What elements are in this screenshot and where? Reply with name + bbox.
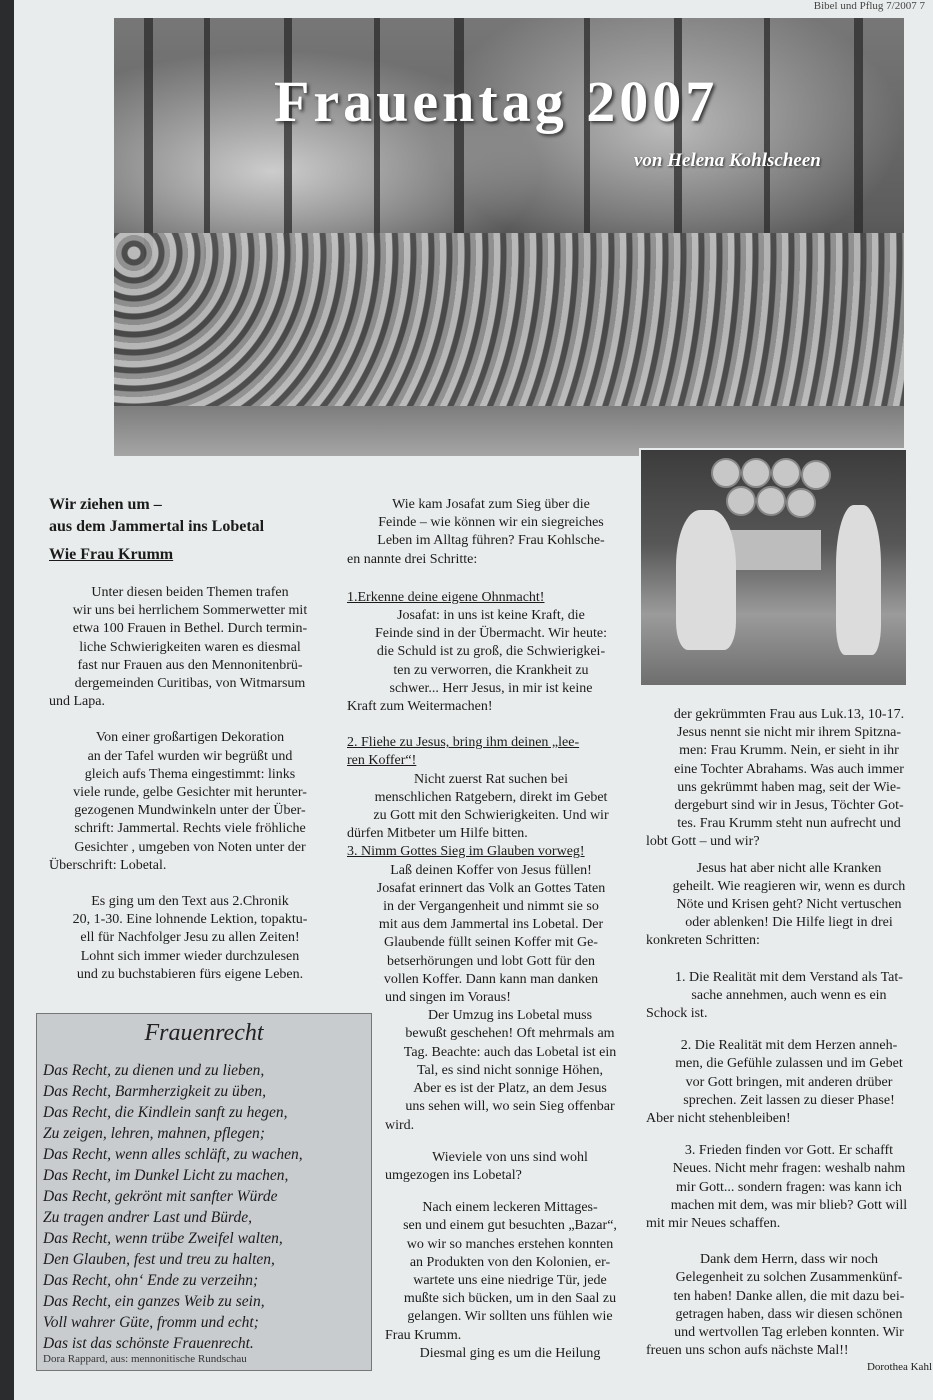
column-1 bbox=[49, 494, 331, 984]
text-line: wartete uns eine niedrige Tür, jede bbox=[413, 1272, 607, 1288]
step-1-title: 1.Erkenne deine eigene Ohnmacht! bbox=[347, 589, 545, 605]
text-line: liche Schwierigkeiten waren es diesmal bbox=[79, 639, 301, 655]
text-line: 20, 1-30. Eine lohnende Lektion, topaktu- bbox=[72, 912, 308, 928]
text-line: und singen im Voraus! bbox=[385, 990, 511, 1006]
poem-line: Das Recht, Barmherzigkeit zu üben, bbox=[43, 1083, 266, 1100]
column-3 bbox=[646, 706, 932, 1374]
text-line: betserhörungen und lobt Gott für den bbox=[386, 953, 595, 969]
text-line: viele runde, gelbe Gesichter mit herunter- bbox=[73, 785, 307, 801]
text-line: Tal, es sind nicht sonnige Höhen, bbox=[416, 1062, 604, 1078]
text-line: mit mir Neues schaffen. bbox=[646, 1216, 781, 1232]
text-line: Aber nicht stehenbleiben! bbox=[646, 1111, 791, 1127]
text-line: en nannte drei Schritte: bbox=[347, 551, 478, 567]
text-line: menschlichen Ratgebern, direkt im Gebet bbox=[374, 789, 608, 805]
text-line: ell für Nachfolger Jesu zu allen Zeiten! bbox=[80, 930, 300, 946]
step-2-title: 2. Fliehe zu Jesus, bring ihm deinen „lee- bbox=[347, 735, 580, 751]
text-line: umgezogen ins Lobetal? bbox=[385, 1167, 522, 1183]
poem-line: Zu zeigen, lehren, mahnen, pflegen; bbox=[43, 1125, 265, 1142]
text-line: Dank dem Herrn, dass wir noch bbox=[699, 1252, 879, 1268]
group-photo bbox=[114, 18, 904, 456]
text-line: men: Frau Krumm. Nein, er sieht in ihr bbox=[679, 743, 899, 759]
text-line: gleich aufs Thema eingestimmt: links bbox=[84, 766, 296, 782]
poem-line: Das Recht, ein ganzes Weib zu sein, bbox=[43, 1293, 265, 1310]
text-line: vollen Koffer. Dann kann man danken bbox=[383, 971, 599, 987]
running-header: Bibel und Pflug 7/2007 7 bbox=[813, 0, 925, 12]
text-line: wird. bbox=[385, 1117, 415, 1133]
text-line: Lohnt sich immer wieder durchzulesen bbox=[80, 948, 300, 964]
text-line: Kraft zum Weitermachen! bbox=[347, 699, 493, 715]
text-line: Leben im Alltag führen? Frau Kohlsche- bbox=[377, 533, 605, 549]
text-line: getragen haben, dass wir diesen schönen bbox=[675, 1306, 903, 1322]
text-line: dürfen Mitbeter um Hilfe bitten. bbox=[347, 826, 528, 842]
text-line: Feinde sind in der Übermacht. Wir heute: bbox=[374, 626, 608, 642]
text-line: Wieviele von uns sind wohl bbox=[432, 1149, 588, 1165]
magazine-page bbox=[14, 0, 933, 1400]
text-line: machen mit dem, was mir blieb? Gott will bbox=[670, 1197, 908, 1213]
text-line: Jesus nennt sie nicht mir ihrem Spitzna- bbox=[677, 725, 901, 741]
text-line: Laß deinen Koffer von Jesus füllen! bbox=[390, 862, 592, 878]
text-line: Gesichter , umgeben von Noten unter der bbox=[74, 839, 306, 855]
text-line: eine Tochter Abrahams. Was auch immer bbox=[674, 761, 904, 777]
photo-author: von Helena Kohlscheen bbox=[634, 150, 821, 171]
poem-line: Das ist das schönste Frauenrecht. bbox=[43, 1335, 254, 1352]
photo-title: Frauentag 2007 bbox=[274, 69, 719, 134]
text-line: Überschrift: Lobetal. bbox=[49, 857, 167, 873]
poem-credit: Dora Rappard, aus: mennonitische Rundschau bbox=[43, 1353, 247, 1365]
text-line: dergeburt sind wir in Jesus, Töchter Got- bbox=[674, 798, 904, 814]
heading-line-1: Wir ziehen um – bbox=[49, 496, 162, 513]
text-line: Josafat: in uns ist keine Kraft, die bbox=[397, 608, 585, 624]
text-line: 1. Die Realität mit dem Verstand als Tat- bbox=[675, 969, 903, 985]
text-line: Aber es ist der Platz, an dem Jesus bbox=[413, 1081, 607, 1097]
text-line: Feinde – wie können wir ein siegreiches bbox=[378, 515, 604, 531]
heading-line-3: Wie Frau Krumm bbox=[49, 546, 174, 563]
signature: Dorothea Kahl bbox=[866, 1360, 932, 1373]
text-line: zu Gott mit den Schwierigkeiten. Und wir bbox=[373, 808, 609, 824]
skit-photo bbox=[639, 448, 908, 687]
poem-title: Frauenrecht bbox=[144, 1020, 264, 1046]
text-line: und Lapa. bbox=[49, 694, 105, 710]
text-line: Jesus hat aber nicht alle Kranken bbox=[696, 860, 882, 876]
poem-line: Das Recht, im Dunkel Licht zu machen, bbox=[43, 1167, 289, 1184]
text-line: wo wir so manches erstehen konnten bbox=[406, 1236, 614, 1252]
text-line: Es ging um den Text aus 2.Chronik bbox=[91, 894, 289, 910]
text-line: Schock ist. bbox=[646, 1006, 708, 1022]
text-line: Tag. Beachte: auch das Lobetal ist ein bbox=[403, 1044, 617, 1060]
poem-line: Das Recht, zu dienen und zu lieben, bbox=[43, 1062, 265, 1079]
text-line: mit aus dem Jammertal ins Lobetal. Der bbox=[378, 917, 604, 933]
text-line: an der Tafel wurden wir begrüßt und bbox=[87, 748, 293, 764]
poem-line: Das Recht, die Kindlein sanft zu hegen, bbox=[43, 1104, 288, 1121]
text-line: der gekrümmten Frau aus Luk.13, 10-17. bbox=[673, 707, 905, 722]
text-line: an Produkten von den Kolonien, er- bbox=[409, 1254, 611, 1270]
text-line: gelangen. Wir sollten uns fühlen wie bbox=[407, 1309, 613, 1325]
text-line: Nöte und Krisen geht? Nicht vertuschen bbox=[676, 897, 902, 913]
text-line: 3. Frieden finden vor Gott. Er schafft bbox=[684, 1143, 894, 1159]
text-line: Wie kam Josafat zum Sieg über die bbox=[392, 497, 590, 512]
poem-line: Voll wahrer Güte, fromm und echt; bbox=[43, 1314, 259, 1331]
text-line: etwa 100 Frauen in Bethel. Durch termin- bbox=[72, 621, 308, 637]
step-3-title: 3. Nimm Gottes Sieg im Glauben vorweg! bbox=[347, 844, 585, 860]
poem-line: Zu tragen andrer Last und Bürde, bbox=[43, 1209, 252, 1226]
text-line: uns gekrümmt haben mag, seit der Wie- bbox=[677, 779, 901, 795]
text-line: Unter diesen beiden Themen trafen bbox=[91, 585, 289, 600]
text-line: Nicht zuerst Rat suchen bei bbox=[414, 771, 568, 787]
text-line: Der Umzug ins Lobetal muss bbox=[427, 1008, 593, 1024]
text-line: oder ablenken! Die Hilfe liegt in drei bbox=[685, 915, 893, 931]
text-line: tes. Frau Krumm steht nun aufrecht und bbox=[677, 816, 901, 832]
text-line: schwer... Herr Jesus, in mir ist keine bbox=[389, 680, 593, 696]
text-line: sen und einem gut besuchten „Bazar“, bbox=[403, 1218, 617, 1234]
heading-line-2: aus dem Jammertal ins Lobetal bbox=[49, 518, 265, 535]
poem-line: Den Glauben, fest und treu zu halten, bbox=[43, 1251, 275, 1268]
text-line: Neues. Nicht mehr fragen: weshalb nahm bbox=[672, 1161, 906, 1177]
poem-box bbox=[36, 1013, 372, 1371]
text-line: und wertvollen Tag erleben konnten. Wir bbox=[674, 1325, 904, 1341]
text-line: freuen uns schon aufs nächste Mal!! bbox=[646, 1343, 849, 1359]
text-line: sprechen. Zeit lassen zu dieser Phase! bbox=[683, 1092, 895, 1108]
text-line: wir uns bei herrlichem Sommerwetter mit bbox=[72, 603, 308, 619]
text-line: Diesmal ging es um die Heilung bbox=[419, 1345, 601, 1361]
text-line: vor Gott bringen, mit anderen drüber bbox=[685, 1074, 893, 1090]
text-line: Von einer großartigen Dekoration bbox=[95, 730, 285, 746]
text-line: lobt Gott – und wir? bbox=[646, 834, 760, 850]
text-line: ten haben! Danke allen, die mit dazu bei- bbox=[673, 1288, 905, 1304]
text-line: die Schuld ist zu groß, die Schwierigkei- bbox=[376, 644, 606, 660]
text-line: geheilt. Wie reagieren wir, wenn es durch bbox=[672, 878, 906, 894]
text-line: schrift: Jammertal. Rechts viele fröhliche bbox=[74, 821, 306, 837]
text-line: men, die Gefühle zulassen und im Gebet bbox=[675, 1056, 903, 1072]
poem-line: Das Recht, gekrönt mit sanfter Würde bbox=[43, 1188, 278, 1205]
poem-line: Das Recht, ohn‘ Ende zu verzeihn; bbox=[43, 1272, 259, 1289]
text-line: Frau Krumm. bbox=[385, 1327, 462, 1343]
text-line: mußte sich bücken, um in den Saal zu bbox=[403, 1291, 617, 1307]
text-line: Josafat erinnert das Volk an Gottes Taten bbox=[376, 880, 606, 896]
text-line: in der Vergangenheit und nimmt sie so bbox=[383, 899, 599, 915]
poem-line: Das Recht, wenn trübe Zweifel walten, bbox=[43, 1230, 283, 1247]
text-line: gezogenen Mundwinkeln unter der Über- bbox=[74, 803, 306, 819]
text-line: 2. Die Realität mit dem Herzen anneh- bbox=[680, 1038, 898, 1054]
text-line: uns sehen will, wo sein Sieg offenbar bbox=[405, 1099, 615, 1115]
text-line: Glaubende füllt seinen Koffer mit Ge- bbox=[384, 935, 598, 951]
text-line: dergemeinden Curitibas, von Witmarsum bbox=[74, 676, 306, 692]
text-line: fast nur Frauen aus den Mennonitenbrü- bbox=[77, 657, 303, 673]
poem-line: Das Recht, wenn alles schläft, zu wachen, bbox=[43, 1146, 303, 1163]
step-2-title-cont: ren Koffer“! bbox=[347, 753, 417, 769]
column-2 bbox=[347, 496, 635, 1363]
text-line: ten zu verworren, die Krankheit zu bbox=[393, 662, 589, 678]
text-line: sache annehmen, auch wenn es ein bbox=[691, 987, 887, 1003]
text-line: konkreten Schritten: bbox=[646, 933, 760, 949]
text-line: Gelegenheit zu solchen Zusammenkünf- bbox=[675, 1270, 903, 1286]
text-line: bewußt geschehen! Oft mehrmals am bbox=[405, 1026, 615, 1042]
text-line: mir Gott... sondern fragen: was kann ich bbox=[676, 1179, 902, 1195]
text-line: und zu buchstabieren fürs eigene Leben. bbox=[76, 966, 304, 982]
text-line: Nach einem leckeren Mittages- bbox=[422, 1200, 598, 1216]
